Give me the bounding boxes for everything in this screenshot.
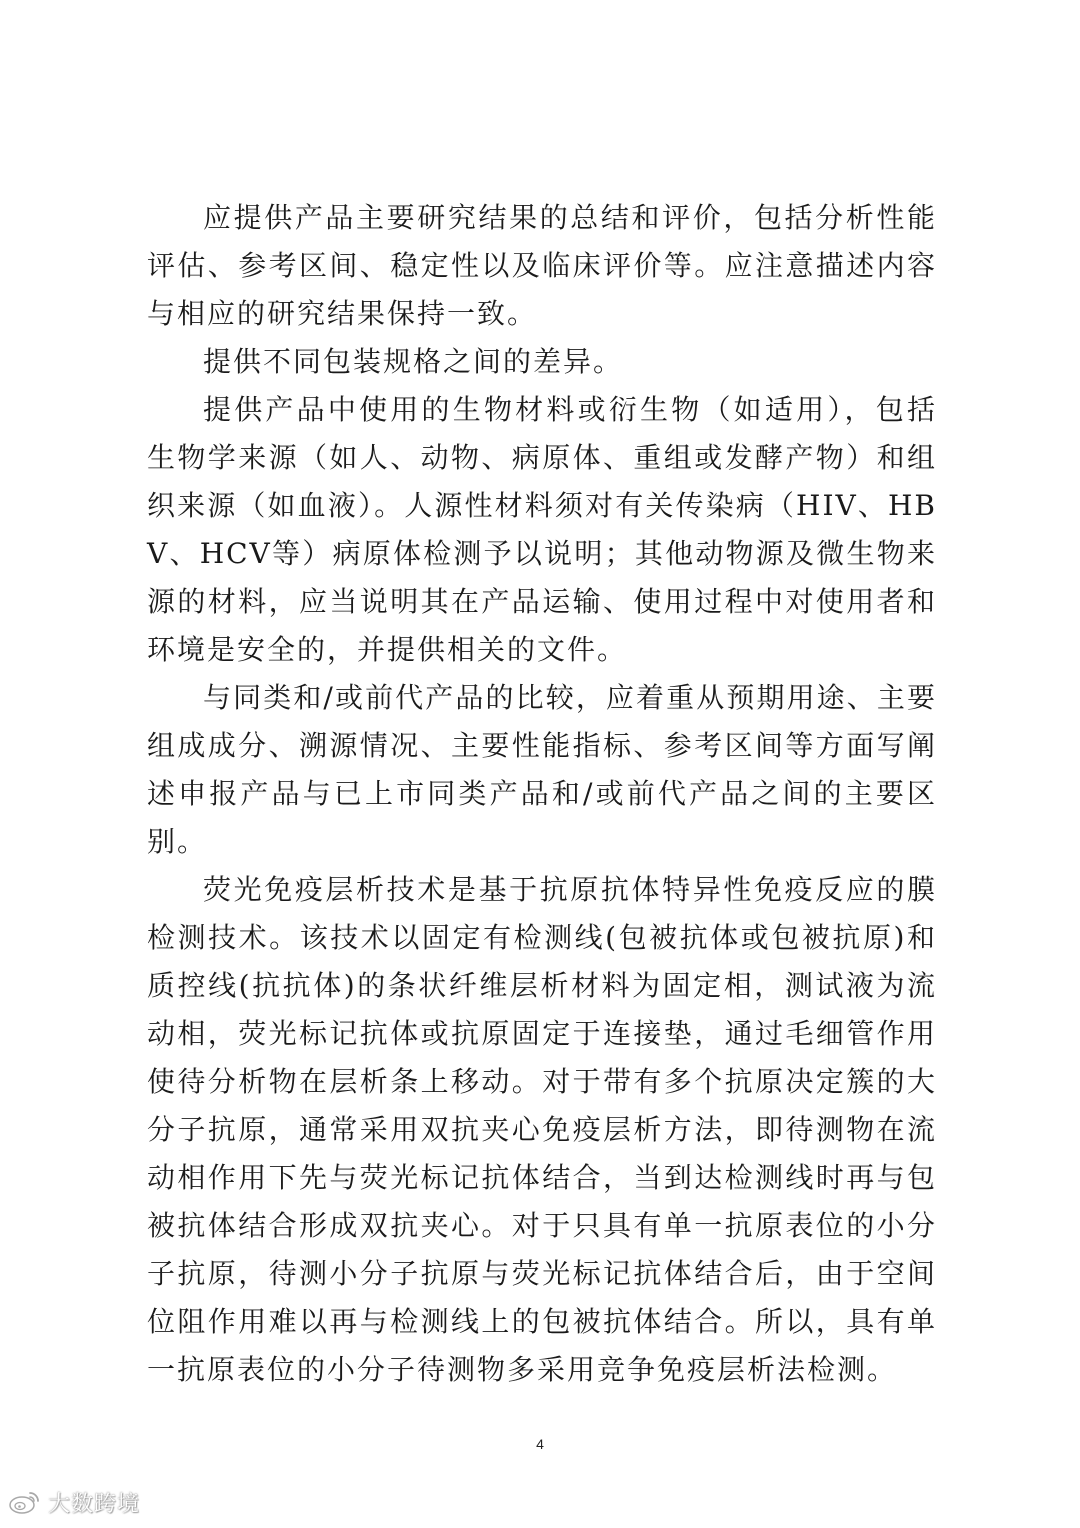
watermark: [8, 1488, 140, 1516]
weibo-logo-icon: [8, 1489, 42, 1515]
page-number: 4: [536, 1436, 544, 1452]
paragraph-2: 提供不同包装规格之间的差异。: [203, 345, 624, 378]
paragraph-1: 应提供产品主要研究结果的总结和评价，包括分析性能评估、参考区间、稳定性以及临床评价等。应注意描述内容与相应的研究结果保持一致。: [147, 201, 937, 330]
document-body: [147, 194, 937, 1394]
watermark-text: 大数跨境: [48, 1491, 141, 1517]
paragraph-3: 提供产品中使用的生物材料或衍生物（如适用），包括生物学来源（如人、动物、病原体、重组或发酵产物）和组织来源（如血液）。人源性材料须对有关传染病（HIV、HBV、HCV等）病原体检测予以说明；其他动物源及微生物来源的材料，应当说明其在产品运输、使用过程中对使用者和环境是安全的，并提供相关的文件。: [147, 393, 937, 666]
paragraph-4: 与同类和/或前代产品的比较，应着重从预期用途、主要组成成分、溯源情况、主要性能指标、参考区间等方面写阐述申报产品与已上市同类产品和/或前代产品之间的主要区别。: [147, 681, 937, 858]
paragraph-5: 荧光免疫层析技术是基于抗原抗体特异性免疫反应的膜检测技术。该技术以固定有检测线(包被抗体或包被抗原)和质控线(抗抗体)的条状纤维层析材料为固定相，测试液为流动相，荧光标记抗体或抗原固定于连接垫，通过毛细管作用使待分析物在层析条上移动。对于带有多个抗原决定簇的大分子抗原，通常采用双抗夹心免疫层析方法，即待测物在流动相作用下先与荧光标记抗体结合，当到达检测线时再与包被抗体结合形成双抗夹心。对于只具有单一抗原表位的小分子抗原，待测小分子抗原与荧光标记抗体结合后，由于空间位阻作用难以再与检测线上的包被抗体结合。所以，具有单一抗原表位的小分子待测物多采用竞争免疫层析法检测。: [147, 873, 937, 1386]
